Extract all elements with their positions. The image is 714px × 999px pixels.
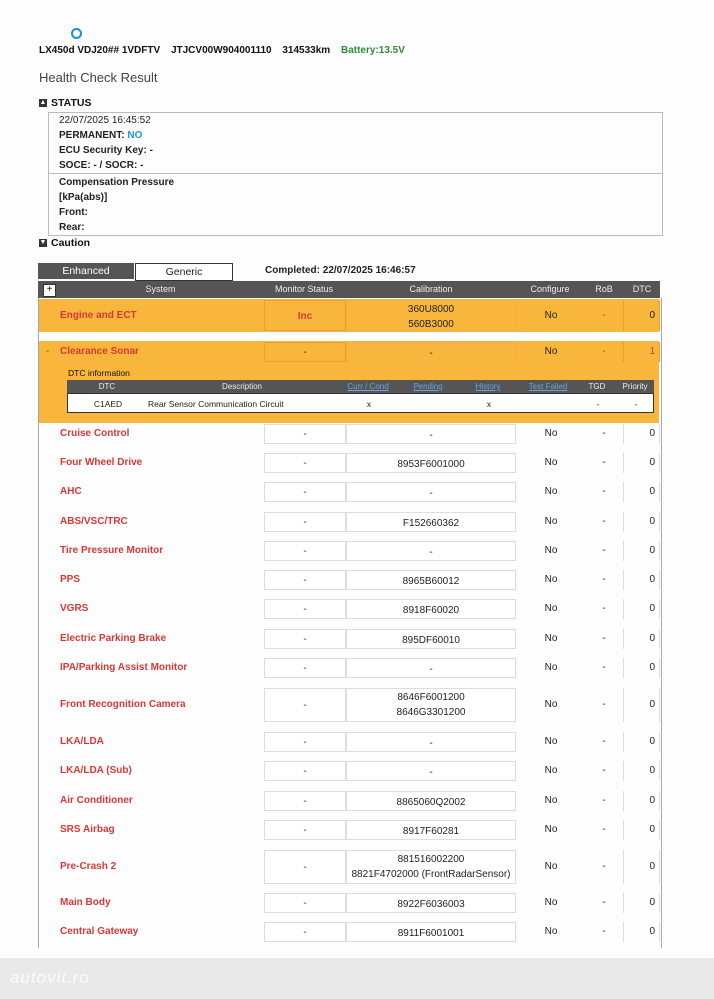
dtc-count: 0: [649, 926, 655, 937]
rob-value: -: [602, 516, 606, 527]
calibration-id: 8911F6001001: [397, 928, 465, 939]
calibration-id: 881516002200: [397, 854, 465, 865]
calibration-id: 8917F60281: [402, 826, 460, 837]
system-name: Tire Pressure Monitor: [60, 545, 164, 556]
cell-separator: [623, 893, 624, 913]
expand-icon: ▼: [39, 239, 47, 246]
rob-value: -: [602, 633, 606, 644]
cell-separator: [623, 922, 624, 942]
rob-value: -: [602, 765, 606, 776]
calibration-cell: [346, 658, 516, 678]
calibration-id: 8922F6036003: [397, 899, 465, 910]
calibration-id: -: [429, 488, 433, 499]
monitor-status: -: [264, 850, 346, 884]
dtc-count: 0: [649, 824, 655, 835]
monitor-status: -: [264, 570, 346, 590]
table-row[interactable]: [39, 687, 659, 723]
permanent-line: PERMANENT: NO: [59, 130, 143, 141]
rob-value: -: [602, 824, 606, 835]
col-header-configure: Configure: [530, 284, 570, 294]
dtc-count: 0: [649, 457, 655, 468]
system-name: Engine and ECT: [60, 310, 137, 321]
table-row[interactable]: [39, 481, 659, 503]
dtc-col-history[interactable]: History: [475, 382, 501, 391]
calibration-id: 8953F6001000: [397, 459, 465, 470]
rob-value: -: [602, 926, 606, 937]
cell-separator: [659, 482, 660, 502]
system-name: LKA/LDA (Sub): [60, 765, 132, 776]
calibration-cell: [346, 342, 516, 362]
dtc-count: 0: [649, 486, 655, 497]
table-row[interactable]: [39, 628, 659, 650]
configure-value: No: [544, 516, 558, 527]
cell-separator: [623, 300, 624, 331]
cell-separator: [659, 658, 660, 678]
vehicle-vin: JTJCV00W904001110: [170, 45, 272, 56]
expand-all-button[interactable]: +: [43, 284, 56, 297]
vehicle-mileage: 314533km: [282, 45, 331, 56]
cell-separator: [659, 453, 660, 473]
system-name: ABS/VSC/TRC: [60, 516, 128, 527]
system-name: Central Gateway: [60, 926, 139, 937]
cell-separator: [659, 688, 660, 722]
calibration-cell: [346, 922, 516, 942]
dtc-count: 0: [649, 699, 655, 710]
calibration-cell: [346, 820, 516, 840]
col-header-rob: RoB: [595, 284, 613, 294]
table-row[interactable]: [39, 760, 659, 782]
calibration-id: 8918F60020: [402, 605, 460, 616]
dtc-col-description: Description: [221, 382, 262, 391]
dtc-description: Rear Sensor Communication Circuit: [148, 399, 284, 409]
cell-separator: [623, 688, 624, 722]
calibration-id: -: [429, 738, 433, 749]
system-name: AHC: [60, 486, 82, 497]
dtc-col-tgd: TGD: [588, 382, 606, 391]
dtc-count: 0: [649, 861, 655, 872]
configure-value: No: [544, 897, 558, 908]
soce-line: SOCE: - / SOCR: -: [59, 160, 144, 171]
table-row[interactable]: [39, 341, 659, 363]
cell-separator: [623, 761, 624, 781]
col-header-system: System: [145, 284, 176, 294]
dtc-col-test-failed[interactable]: Test Failed: [528, 382, 568, 391]
monitor-status: -: [264, 482, 346, 502]
calibration-cell: [346, 893, 516, 913]
tab-bar: [38, 263, 233, 280]
system-name: LKA/LDA: [60, 736, 104, 747]
dtc-count: 0: [649, 574, 655, 585]
configure-value: No: [544, 603, 558, 614]
calibration-id: 8965B60012: [402, 576, 460, 587]
dtc-count: 0: [649, 603, 655, 614]
cell-separator: [623, 424, 624, 444]
cell-separator: [659, 761, 660, 781]
table-header: [38, 281, 660, 298]
monitor-status: -: [264, 541, 346, 561]
table-row[interactable]: [39, 790, 659, 812]
monitor-status: -: [264, 658, 346, 678]
calibration-cell: [346, 791, 516, 811]
calibration-cell: [346, 300, 516, 331]
calibration-cell: [346, 850, 516, 884]
caution-section-toggle[interactable]: [39, 237, 90, 249]
permanent-value: NO: [127, 130, 143, 141]
table-row[interactable]: [39, 819, 659, 841]
ecu-security-key: ECU Security Key: -: [59, 145, 153, 156]
system-name: VGRS: [60, 603, 89, 614]
tab-generic[interactable]: Generic: [135, 263, 233, 281]
dtc-table-header: [67, 380, 654, 393]
circle-mark-icon: [71, 28, 82, 39]
dtc-col-pending[interactable]: Pending: [413, 382, 443, 391]
cell-separator: [623, 850, 624, 884]
cell-separator: [659, 541, 660, 561]
caution-heading: Caution: [51, 237, 91, 249]
calibration-id: 895DF60010: [402, 635, 460, 646]
calibration-id: F152660362: [402, 518, 460, 529]
calibration-cell: [346, 482, 516, 502]
dtc-count: 0: [649, 310, 655, 321]
tab-enhanced[interactable]: Enhanced: [38, 263, 134, 279]
calibration-cell: [346, 570, 516, 590]
system-name: PPS: [60, 574, 81, 585]
configure-value: No: [544, 346, 558, 357]
status-heading: STATUS: [51, 97, 92, 109]
system-name: Air Conditioner: [60, 795, 133, 806]
row-collapse-marker[interactable]: -: [46, 346, 50, 357]
cell-separator: [659, 342, 660, 362]
dtc-count: 0: [649, 516, 655, 527]
table-row[interactable]: [39, 598, 659, 620]
monitor-status: -: [264, 922, 346, 942]
table-row[interactable]: [39, 731, 659, 753]
cell-separator: [623, 820, 624, 840]
system-name: Electric Parking Brake: [60, 633, 167, 644]
system-name: Front Recognition Camera: [60, 699, 186, 710]
configure-value: No: [544, 736, 558, 747]
compensation-front: Front:: [59, 207, 88, 218]
dtc-history: x: [486, 399, 492, 409]
configure-value: No: [544, 765, 558, 776]
rob-value: -: [602, 603, 606, 614]
calibration-id: 8821F4702000 (FrontRadarSensor): [351, 869, 511, 880]
monitor-status: -: [264, 512, 346, 532]
rob-value: -: [602, 795, 606, 806]
table-row[interactable]: [39, 511, 659, 533]
table-row[interactable]: [39, 299, 659, 332]
table-row[interactable]: [39, 921, 659, 943]
cell-separator: [659, 893, 660, 913]
cell-separator: [659, 424, 660, 444]
configure-value: No: [544, 574, 558, 585]
table-row[interactable]: [39, 423, 659, 445]
status-timestamp: 22/07/2025 16:45:52: [59, 115, 151, 126]
calibration-id: -: [429, 664, 433, 675]
configure-value: No: [544, 545, 558, 556]
calibration-id: -: [429, 547, 433, 558]
dtc-row[interactable]: [67, 393, 654, 413]
cell-separator: [659, 570, 660, 590]
cell-separator: [659, 922, 660, 942]
calibration-id: 560B3000: [408, 319, 454, 330]
dtc-count: 0: [649, 633, 655, 644]
configure-value: No: [544, 926, 558, 937]
configure-value: No: [544, 699, 558, 710]
footer-strip: [0, 958, 714, 999]
completed-timestamp: Completed: 22/07/2025 16:46:57: [265, 265, 416, 276]
col-header-monitor: Monitor Status: [274, 284, 334, 294]
table-row[interactable]: [39, 892, 659, 914]
vehicle-model: LX450d VDJ20## 1VDFTV: [39, 45, 161, 56]
cell-separator: [623, 342, 624, 362]
rob-value: -: [602, 861, 606, 872]
cell-separator: [659, 629, 660, 649]
dtc-count: 0: [649, 765, 655, 776]
calibration-cell: [346, 761, 516, 781]
table-row[interactable]: [39, 849, 659, 885]
collapse-icon: ▲: [39, 99, 47, 106]
rob-value: -: [602, 699, 606, 710]
cell-separator: [623, 541, 624, 561]
monitor-status: -: [264, 761, 346, 781]
status-section-toggle[interactable]: [39, 97, 91, 109]
monitor-status: -: [264, 688, 346, 722]
configure-value: No: [544, 662, 558, 673]
configure-value: No: [544, 861, 558, 872]
configure-value: No: [544, 795, 558, 806]
calibration-cell: [346, 599, 516, 619]
monitor-status: -: [264, 453, 346, 473]
dtc-curr: x: [366, 399, 372, 409]
cell-separator: [659, 300, 660, 331]
page-title: Health Check Result: [39, 70, 158, 85]
rob-value: -: [602, 662, 606, 673]
configure-value: No: [544, 486, 558, 497]
system-name: Cruise Control: [60, 428, 130, 439]
monitor-status: -: [264, 599, 346, 619]
dtc-count: 0: [649, 662, 655, 673]
cell-separator: [659, 850, 660, 884]
cell-separator: [623, 791, 624, 811]
dtc-code: C1AED: [93, 399, 123, 409]
rob-value: -: [602, 346, 606, 357]
monitor-status: -: [264, 893, 346, 913]
system-name: Pre-Crash 2: [60, 861, 117, 872]
calibration-cell: [346, 541, 516, 561]
cell-separator: [623, 570, 624, 590]
monitor-status: -: [264, 342, 346, 362]
cell-separator: [623, 482, 624, 502]
dtc-count: 0: [649, 795, 655, 806]
cell-separator: [659, 820, 660, 840]
system-name: Clearance Sonar: [60, 346, 139, 357]
calibration-id: 8646G3301200: [396, 707, 466, 718]
dtc-count: 1: [649, 346, 655, 357]
configure-value: No: [544, 824, 558, 835]
calibration-cell: [346, 424, 516, 444]
cell-separator: [659, 791, 660, 811]
col-header-calibration: Calibration: [409, 284, 453, 294]
rob-value: -: [602, 545, 606, 556]
cell-separator: [659, 599, 660, 619]
battery-voltage: Battery:13.5V: [340, 45, 405, 56]
col-header-dtc: DTC: [632, 284, 652, 294]
monitor-status: -: [264, 732, 346, 752]
dtc-count: 0: [649, 428, 655, 439]
dtc-col-priority: Priority: [622, 382, 648, 391]
calibration-cell: [346, 629, 516, 649]
table-row[interactable]: [39, 452, 659, 474]
table-row[interactable]: [39, 657, 659, 679]
dtc-col-dtc: DTC: [98, 382, 116, 391]
watermark: autovit.ro: [10, 968, 90, 987]
rob-value: -: [602, 428, 606, 439]
calibration-id: -: [429, 348, 433, 359]
compensation-rear: Rear:: [59, 222, 85, 233]
dtc-info-label: DTC information: [68, 368, 130, 378]
rob-value: -: [602, 486, 606, 497]
dtc-col-curr[interactable]: Curr / Cond: [347, 382, 389, 391]
configure-value: No: [544, 633, 558, 644]
calibration-id: 360U8000: [407, 304, 455, 315]
calibration-cell: [346, 688, 516, 722]
table-row[interactable]: [39, 540, 659, 562]
calibration-id: -: [429, 767, 433, 778]
vehicle-info-line: [39, 45, 413, 56]
monitor-status: Inc: [264, 300, 346, 331]
rob-value: -: [602, 574, 606, 585]
status-divider: [49, 173, 662, 174]
table-row[interactable]: [39, 569, 659, 591]
configure-value: No: [544, 457, 558, 468]
monitor-status: -: [264, 629, 346, 649]
monitor-status: -: [264, 820, 346, 840]
calibration-id: 8646F6001200: [397, 692, 465, 703]
cell-separator: [623, 732, 624, 752]
system-name: Main Body: [60, 897, 111, 908]
system-name: IPA/Parking Assist Monitor: [60, 662, 188, 673]
calibration-id: -: [429, 430, 433, 441]
status-panel: [48, 112, 663, 236]
compensation-title: Compensation Pressure: [59, 177, 175, 188]
configure-value: No: [544, 310, 558, 321]
calibration-cell: [346, 453, 516, 473]
monitor-status: -: [264, 424, 346, 444]
calibration-id: 8865060Q2002: [396, 797, 466, 808]
cell-separator: [623, 658, 624, 678]
dtc-count: 0: [649, 736, 655, 747]
dtc-tgd: -: [596, 399, 600, 409]
dtc-priority: -: [634, 399, 638, 409]
cell-separator: [659, 512, 660, 532]
cell-separator: [623, 512, 624, 532]
calibration-cell: [346, 732, 516, 752]
system-name: SRS Airbag: [60, 824, 115, 835]
dtc-count: 0: [649, 897, 655, 908]
dtc-count: 0: [649, 545, 655, 556]
monitor-status: -: [264, 791, 346, 811]
compensation-unit: [kPa(abs)]: [59, 192, 108, 203]
rob-value: -: [602, 457, 606, 468]
rob-value: -: [602, 310, 606, 321]
calibration-cell: [346, 512, 516, 532]
system-name: Four Wheel Drive: [60, 457, 143, 468]
cell-separator: [659, 732, 660, 752]
cell-separator: [623, 629, 624, 649]
cell-separator: [623, 599, 624, 619]
configure-value: No: [544, 428, 558, 439]
rob-value: -: [602, 736, 606, 747]
cell-separator: [623, 453, 624, 473]
rob-value: -: [602, 897, 606, 908]
